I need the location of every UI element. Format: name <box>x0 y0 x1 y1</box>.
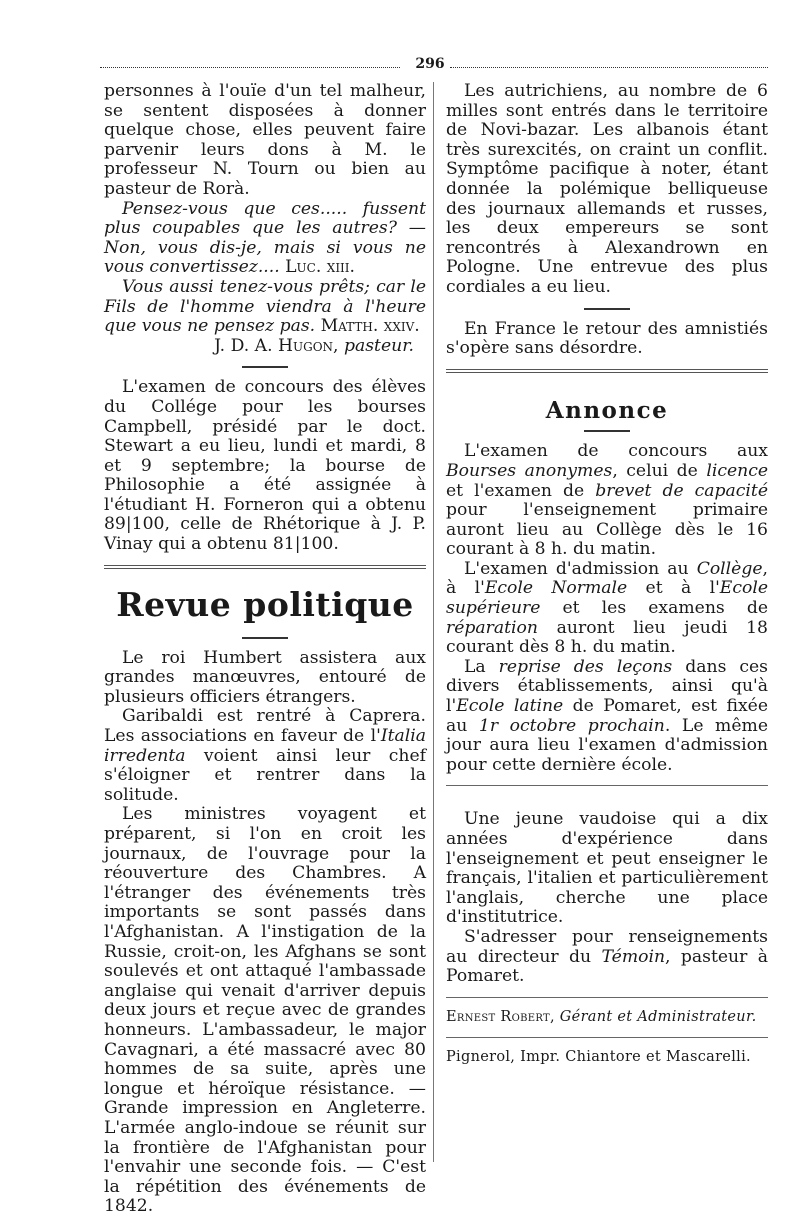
header-rule-right <box>450 67 768 68</box>
scripture-ref: Luc. xiii. <box>285 257 356 278</box>
separator <box>584 308 630 310</box>
page-number: 296 <box>415 56 445 72</box>
announcement: L'examen d'admission au Collège, à l'Ecole Normale et à l'Ecole supérieure et les examens de réparation auront lieu jeudi 18 courant dès 8 h. du matin. <box>446 558 768 658</box>
page-header <box>100 56 768 76</box>
annonce-title: Annonce <box>545 396 669 424</box>
separator <box>242 366 288 368</box>
paragraph: Le roi Humbert assistera aux grandes manœuvres, entouré de plusieurs officiers étrangers. <box>104 647 426 707</box>
paragraph: Les autrichiens, au nombre de 6 milles sont entrés dans le territoire de Novi-bazar. Les albanois étant très surexcités, on craint un conflit. Symptôme pacifique à noter, étant donnée la polémique belliqueuse des journaux allemands et russes, les deux empereurs se sont rencontrés à Alexandrown en Pologne. Une entrevue des plus cordiales a eu lieu. <box>446 81 768 297</box>
scripture-quote: Pensez-vous que ces..... fussent plus coupables que les autres? — Non, vous dis-je, mais si vous ne vous convertissez.... Luc. xiii. <box>104 198 426 278</box>
imprint-rule <box>446 1037 768 1038</box>
classified-ad-contact: S'adresser pour renseignements au directeur du Témoin, pasteur à Pomaret. <box>446 926 769 987</box>
header-rule-left <box>100 67 400 68</box>
separator <box>242 637 288 639</box>
separator <box>584 430 630 432</box>
left-column <box>104 82 426 1217</box>
imprint: Ernest Robert, Gérant et Administrateur. <box>446 1008 757 1025</box>
column-divider <box>433 82 434 1162</box>
printer-line: Pignerol, Impr. Chiantore et Mascarelli. <box>446 1049 751 1066</box>
signature: J. D. A. Hugon, pasteur. <box>214 335 414 356</box>
imprint-rule <box>446 997 768 998</box>
paragraph: En France le retour des amnistiés s'opère sans désordre. <box>446 318 768 359</box>
classified-ad: Une jeune vaudoise qui a dix années d'expérience dans l'enseignement et peut enseigner le français, l'italien et particulièrement l'anglais, cherche une place d'institutrice. <box>446 809 768 928</box>
section-rule <box>446 369 768 373</box>
announcement: La reprise des leçons dans ces divers établissements, ainsi qu'à l'Ecole latine de Pomaret, est fixée au 1r octobre prochain. Le même jour aura lieu l'examen d'admission pour cette dernière école. <box>446 656 768 775</box>
scripture-quote: Vous aussi tenez-vous prêts; car le Fils de l'homme viendra à l'heure que vous ne pensez pas. Matth. xxiv. <box>104 276 426 337</box>
paragraph: Les ministres voyagent et préparent, si l'on en croit les journaux, de l'ouvrage pour la réouverture des Chambres. A l'étranger des événements très importants se sont passés dans l'Afghanistan. A l'instigation de la Russie, croit-on, les Afghans se sont soulevés et ont attaqué l'ambassade anglaise qui venait d'arriver depuis deux jours et reçue avec de grandes honneurs. L'ambassadeur, le major Cavagnari, a été massacré avec 80 hommes de sa suite, après une longue et héroïque résistance. — Grande impression en Angleterre. L'armée anglo-indoue se réunit sur la frontière de l'Afghanistan pour l'envahir une seconde fois. — C'est la répétition des événements de 1842. <box>104 804 426 1217</box>
paragraph: Garibaldi est rentré à Caprera. Les associations en faveur de l'Italia irredenta voient ainsi leur chef s'éloigner et rentrer dans la solitude. <box>104 706 426 805</box>
paragraph: L'examen de concours des élèves du Collége pour les bourses Campbell, présidé par le doct. Stewart a eu lieu, lundi et mardi, 8 et 9 septembre; la bourse de Philosophie a été assignée à l'étudiant H. Forneron qui a obtenu 89|100, celle de Rhétorique à J. P. Vinay qui a obtenu 81|100. <box>104 377 426 555</box>
scripture-ref: Matth. xxiv. <box>320 316 420 337</box>
right-column <box>446 82 768 1068</box>
paragraph: personnes à l'ouïe d'un tel malheur, se sentent disposées à donner quelque chose, elles peuvent faire parvenir leurs dons à M. le professeur N. Tourn ou bien au pasteur de Rorà. <box>104 81 426 199</box>
announcement: L'examen de concours aux Bourses anonymes, celui de licence et l'examen de brevet de capacité pour l'enseignement primaire auront lieu au Collège dès le 16 courant à 8 h. du matin. <box>446 441 769 560</box>
section-rule <box>446 785 768 786</box>
section-title: Revue politique <box>116 584 414 624</box>
section-rule <box>104 565 426 569</box>
